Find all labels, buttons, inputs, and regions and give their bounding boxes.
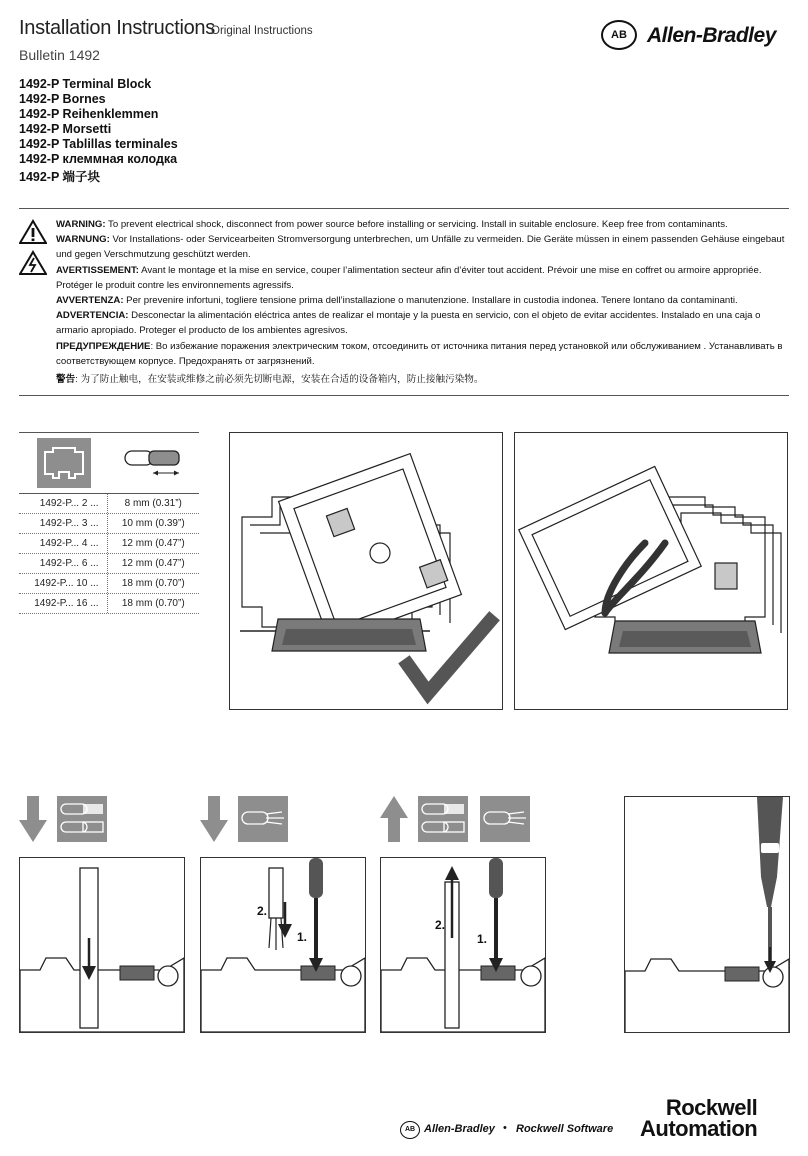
wire-release-illustration	[381, 858, 545, 1032]
company-name-line1: Rockwell	[665, 1095, 758, 1120]
strip-length-cell: 12 mm (0.47”)	[107, 534, 199, 553]
table-row	[19, 594, 199, 614]
table-row	[19, 514, 199, 534]
table-row	[19, 554, 199, 574]
mounting-correct-panel	[229, 432, 503, 710]
product-name-es: 1492-P Tablillas terminales	[19, 137, 178, 151]
warning-body: To prevent electrical shock, disconnect from power source before installing or servicing. Install in suitable enclosure. Keep free from contaminants.	[105, 219, 728, 230]
company-name-line2: Automation	[640, 1116, 758, 1141]
step-2-label: 2.	[257, 904, 268, 918]
wire-ferrule-icon	[57, 796, 107, 842]
wiring-step-stranded-panel	[200, 857, 366, 1033]
document-subtitle: Original Instructions	[211, 25, 313, 37]
step-1-label: 1.	[477, 932, 488, 946]
arrow-up-icon	[380, 796, 408, 842]
warning-body: : Во избежание поражения электрическим током, отсоединить от источника питания перед установкой или обслуживанием . Устанавливать в соответствующем корпусе. Предохранять от загрязнений.	[56, 340, 783, 367]
footer-brand-allen-bradley: Allen-Bradley	[424, 1123, 495, 1135]
stranded-wire-icon	[480, 796, 530, 842]
electric-shock-icon	[19, 250, 47, 276]
warning-body: : 为了防止触电，在安装或维修之前必须先切断电源，安装在合适的设备箱内，防止接触污染物。	[75, 374, 484, 386]
warning-body: Avant le montage et la mise en service, couper l’alimentation secteur afin d’éviter tout accident. Prévoir une mise en coffret ou armoire appropriée. Protéger le produit contre les environnements agressifs.	[56, 264, 762, 291]
warning-body: Desconectar la alimentación eléctrica antes de realizar el montaje y la puesta en servicio, con el objeto de evitar accidentes. Instalado en una caja o armario apropiado. Proteger el producto de los ambientes agresivos.	[56, 310, 761, 337]
warning-label: AVERTISSEMENT:	[56, 264, 139, 276]
warning-label: ПРЕДУПРЕЖДЕНИЕ	[56, 340, 151, 352]
product-name-de: 1492-P Reihenklemmen	[19, 107, 159, 121]
terminal-type-cell: 1492-P... 6 ...	[39, 558, 99, 569]
stripped-wire-icon	[119, 443, 189, 483]
warning-en	[56, 217, 788, 232]
strip-length-table	[19, 432, 199, 614]
strip-length-cell: 8 mm (0.31”)	[107, 494, 199, 513]
test-probe-panel	[624, 796, 790, 1033]
rockwell-automation-logo	[640, 1097, 757, 1139]
warning-bottom-rule	[19, 395, 789, 396]
table-row	[19, 534, 199, 554]
product-name-it: 1492-P Morsetti	[19, 122, 112, 136]
table-header	[19, 433, 199, 494]
bulletin-number: Bulletin 1492	[19, 47, 100, 63]
warning-es	[56, 308, 788, 338]
strip-length-cell: 18 mm (0.70”)	[107, 594, 199, 613]
product-name-zh: 1492-P 端子块	[19, 170, 101, 184]
warning-label: 警告	[56, 374, 76, 386]
warning-body: Vor Installations- oder Servicearbeiten Stromversorgung unterbrechen, um Unfälle zu vermeiden. Die Geräte müssen in einem passenden Gehäuse eingebaut und gegen Verschmutzung geschützt werden.	[56, 234, 785, 261]
strip-length-cell: 10 mm (0.39”)	[107, 514, 199, 533]
footer-brand-rockwell-software: Rockwell Software	[516, 1123, 614, 1135]
warning-label: AVVERTENZA:	[56, 295, 124, 307]
arrow-down-icon	[200, 796, 228, 842]
din-rail-mount-correct-illustration	[230, 433, 502, 709]
mounting-incorrect-panel	[514, 432, 788, 710]
warning-label: ADVERTENCIA:	[56, 310, 129, 322]
strip-length-cell: 18 mm (0.70”)	[107, 574, 199, 593]
test-probe-illustration	[625, 797, 789, 1032]
terminal-type-cell: 1492-P... 2 ...	[39, 498, 99, 509]
warning-label: WARNING:	[56, 219, 106, 230]
wiring-step-release-panel	[380, 857, 546, 1033]
terminal-type-cell: 1492-P... 16 ...	[34, 598, 99, 609]
warning-ru	[56, 339, 788, 369]
terminal-block-icon	[37, 438, 91, 488]
product-name-ru: 1492-P клеммная колодка	[19, 152, 178, 166]
warning-label: WARNUNG:	[56, 234, 110, 246]
table-row	[19, 574, 199, 594]
stranded-wire-insert-illustration	[201, 858, 365, 1032]
ab-logo-icon: AB	[400, 1121, 420, 1139]
wire-ferrule-icon	[418, 796, 468, 842]
step-1-label: 1.	[297, 930, 308, 944]
product-name-en: 1492-P Terminal Block	[19, 77, 152, 91]
wiring-step-ferrule-insert-panel	[19, 857, 185, 1033]
warning-text-block	[56, 217, 788, 387]
terminal-type-cell: 1492-P... 10 ...	[34, 578, 99, 589]
ferrule-insert-illustration	[20, 858, 184, 1032]
warning-triangle-icon	[19, 219, 47, 245]
footer-separator: •	[503, 1122, 507, 1134]
warning-de	[56, 232, 788, 262]
warning-zh	[56, 372, 788, 387]
strip-length-cell: 12 mm (0.47”)	[107, 554, 199, 573]
stranded-wire-icon	[238, 796, 288, 842]
document-title: Installation Instructions	[19, 17, 215, 39]
warning-top-rule	[19, 208, 789, 209]
terminal-type-cell: 1492-P... 4 ...	[39, 538, 99, 549]
warning-it	[56, 293, 788, 308]
step-2-label: 2.	[435, 918, 446, 932]
ab-logo-icon: AB	[601, 20, 637, 50]
brand-name: Allen-Bradley	[647, 24, 776, 47]
warning-body: Per prevenire infortuni, togliere tensione prima dell’installazione o manutenzione. Installare in custodia indonea. Tenere lontano da contaminanti.	[123, 295, 738, 307]
terminal-type-cell: 1492-P... 3 ...	[39, 518, 99, 529]
arrow-down-icon	[19, 796, 47, 842]
table-row	[19, 494, 199, 514]
product-name-fr: 1492-P Bornes	[19, 92, 106, 106]
warning-fr	[56, 263, 788, 293]
din-rail-mount-incorrect-illustration	[515, 433, 787, 709]
